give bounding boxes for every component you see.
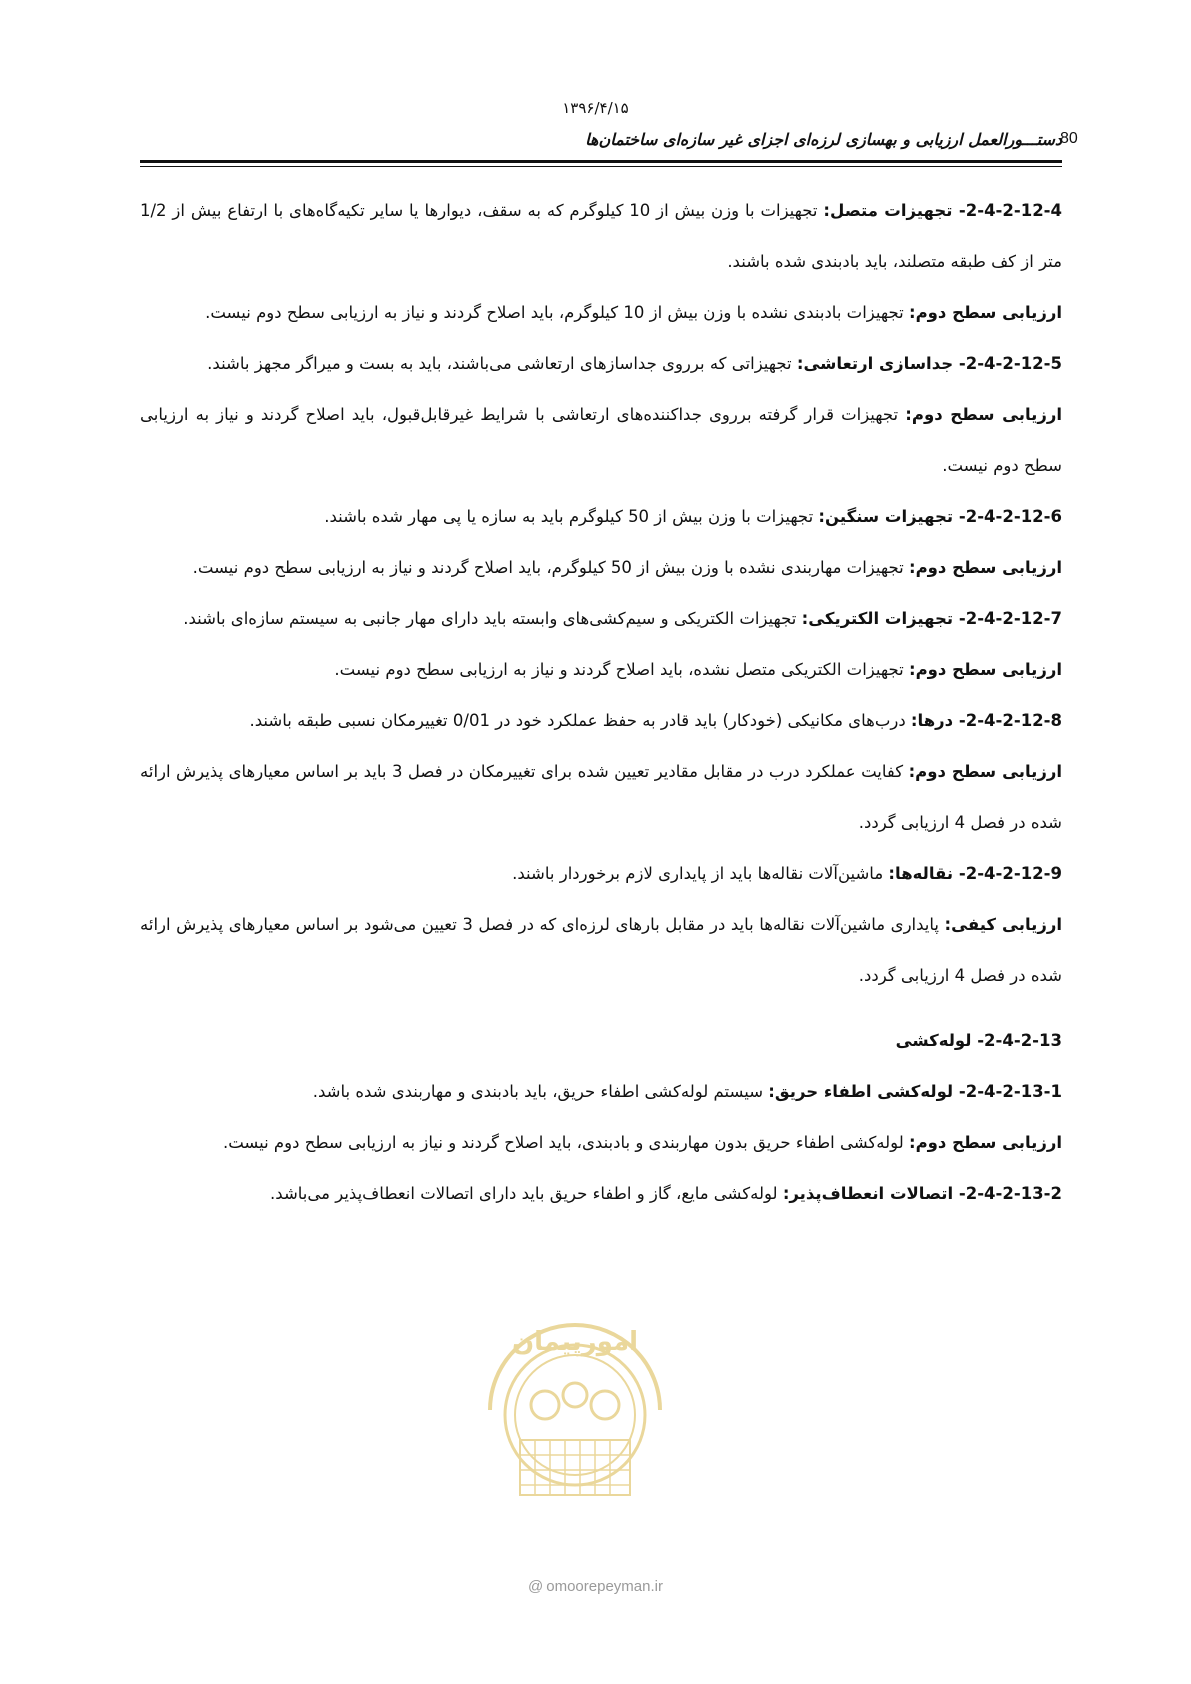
paragraph [140, 848, 1062, 899]
paragraph-label: 2-4-2-12-7- تجهیزات الکتریکی: [801, 609, 1062, 628]
paragraph-label: ارزیابی سطح دوم: [908, 558, 1062, 577]
paragraph-label: ارزیابی سطح دوم: [908, 762, 1063, 781]
section-heading-label: 2-4-2-13- لوله‌کشی [895, 1031, 1062, 1050]
paragraph-text: لوله‌کشی مایع، گاز و اطفاء حریق باید دارای اتصالات انعطاف‌پذیر می‌باشد. [270, 1184, 783, 1203]
paragraph-text: تجهیزاتی که برروی جداسازهای ارتعاشی می‌باشند، باید به بست و میراگر مجهز باشند. [207, 354, 797, 373]
paragraph-text: درب‌های مکانیکی (خودکار) باید قادر به حفظ عملکرد خود در 0/01 تغییرمکان نسبی طبقه باشند. [249, 711, 911, 730]
paragraph [140, 593, 1062, 644]
paragraph-text: تجهیزات مهاربندی نشده با وزن بیش از 50 کیلوگرم، باید اصلاح گردند و نیاز به ارزیابی سطح دوم نیست. [192, 558, 909, 577]
paragraph [140, 491, 1062, 542]
header-rule-thin [140, 166, 1062, 167]
paragraph-label: 2-4-2-12-5- جداسازی ارتعاشی: [796, 354, 1062, 373]
paragraph [140, 1066, 1062, 1117]
paragraph-text: تجهیزات الکتریکی متصل نشده، باید اصلاح گردند و نیاز به ارزیابی سطح دوم نیست. [334, 660, 909, 679]
paragraph-label: 2-4-2-12-8- درها: [910, 711, 1062, 730]
paragraph [140, 1117, 1062, 1168]
paragraph-label: 2-4-2-12-9- نقاله‌ها: [888, 864, 1062, 883]
paragraph [140, 389, 1062, 491]
page-number: 80 [1060, 130, 1078, 147]
paragraph-text: تجهیزات قرار گرفته برروی جداکننده‌های ارتعاشی با شرایط غیرقابل‌قبول، باید اصلاح گردند و نیاز به ارزیابی سطح دوم نیست. [140, 405, 1062, 475]
paragraph-text: پایداری ماشین‌آلات نقاله‌ها باید در مقابل بارهای لرزه‌ای که در فصل 3 تعیین می‌شود بر اساس معیارهای پذیرش ارائه شده در فصل 4 ارزیابی گردد. [140, 915, 1062, 985]
paragraph-text: ماشین‌آلات نقاله‌ها باید از پایداری لازم برخوردار باشند. [512, 864, 889, 883]
watermark-logo [450, 1290, 700, 1540]
section-heading [140, 1015, 1062, 1066]
header-title: دستـــورالعمل ارزیابی و بهسازی لرزه‌ای اجزای غیر سازه‌ای ساختمان‌ها [585, 130, 1062, 149]
paragraph-label: ارزیابی سطح دوم: [905, 405, 1063, 424]
header-date: ۱۳۹۶/۴/۱۵ [562, 99, 629, 117]
paragraph-label: ارزیابی کیفی: [944, 915, 1062, 934]
at-icon: @ [528, 1578, 544, 1595]
paragraph-label: ارزیابی سطح دوم: [908, 660, 1062, 679]
paragraph [140, 899, 1062, 1001]
footer-url [0, 1578, 1191, 1595]
paragraph [140, 1168, 1062, 1219]
body-text [140, 185, 1062, 1219]
paragraph [140, 338, 1062, 389]
paragraph [140, 287, 1062, 338]
paragraph [140, 746, 1062, 848]
paragraph-text: سیستم لوله‌کشی اطفاء حریق، باید بادبندی و مهاربندی شده باشد. [312, 1082, 769, 1101]
paragraph [140, 542, 1062, 593]
paragraph-text: تجهیزات با وزن بیش از 10 کیلوگرم که به سقف، دیوارها یا سایر تکیه‌گاه‌های با ارتفاع بیش از 1/2 متر از کف طبقه متصلند، باید بادبندی شده باشند. [140, 201, 1062, 271]
paragraph-text: کفایت عملکرد درب در مقابل مقادیر تعیین شده برای تغییرمکان در فصل 3 باید بر اساس معیارهای پذیرش ارائه شده در فصل 4 ارزیابی گردد. [140, 762, 1062, 832]
paragraph-label: ارزیابی سطح دوم: [908, 1133, 1062, 1152]
paragraph-label: 2-4-2-13-1- لوله‌کشی اطفاء حریق: [768, 1082, 1062, 1101]
paragraph-label: 2-4-2-12-6- تجهیزات سنگین: [818, 507, 1062, 526]
paragraph-text: تجهیزات با وزن بیش از 50 کیلوگرم باید به سازه یا پی مهار شده باشند. [324, 507, 819, 526]
paragraph-text: لوله‌کشی اطفاء حریق بدون مهاربندی و بادبندی، باید اصلاح گردند و نیاز به ارزیابی سطح دوم نیست. [222, 1133, 909, 1152]
paragraph [140, 644, 1062, 695]
watermark-name: امورپیمان [511, 1327, 639, 1357]
paragraph-label: ارزیابی سطح دوم: [908, 303, 1062, 322]
paragraph-label: 2-4-2-12-4- تجهیزات متصل: [823, 201, 1063, 220]
footer-url-text: omoorepeyman.ir [546, 1578, 663, 1595]
header-rule [140, 160, 1062, 163]
paragraph [140, 185, 1062, 287]
paragraph [140, 695, 1062, 746]
paragraph-text: تجهیزات الکتریکی و سیم‌کشی‌های وابسته باید دارای مهار جانبی به سیستم سازه‌ای باشند. [183, 609, 802, 628]
paragraph-text: تجهیزات بادبندی نشده با وزن بیش از 10 کیلوگرم، باید اصلاح گردند و نیاز به ارزیابی سطح دوم نیست. [205, 303, 909, 322]
running-header [140, 130, 1078, 156]
paragraph-label: 2-4-2-13-2- اتصالات انعطاف‌پذیر: [782, 1184, 1062, 1203]
